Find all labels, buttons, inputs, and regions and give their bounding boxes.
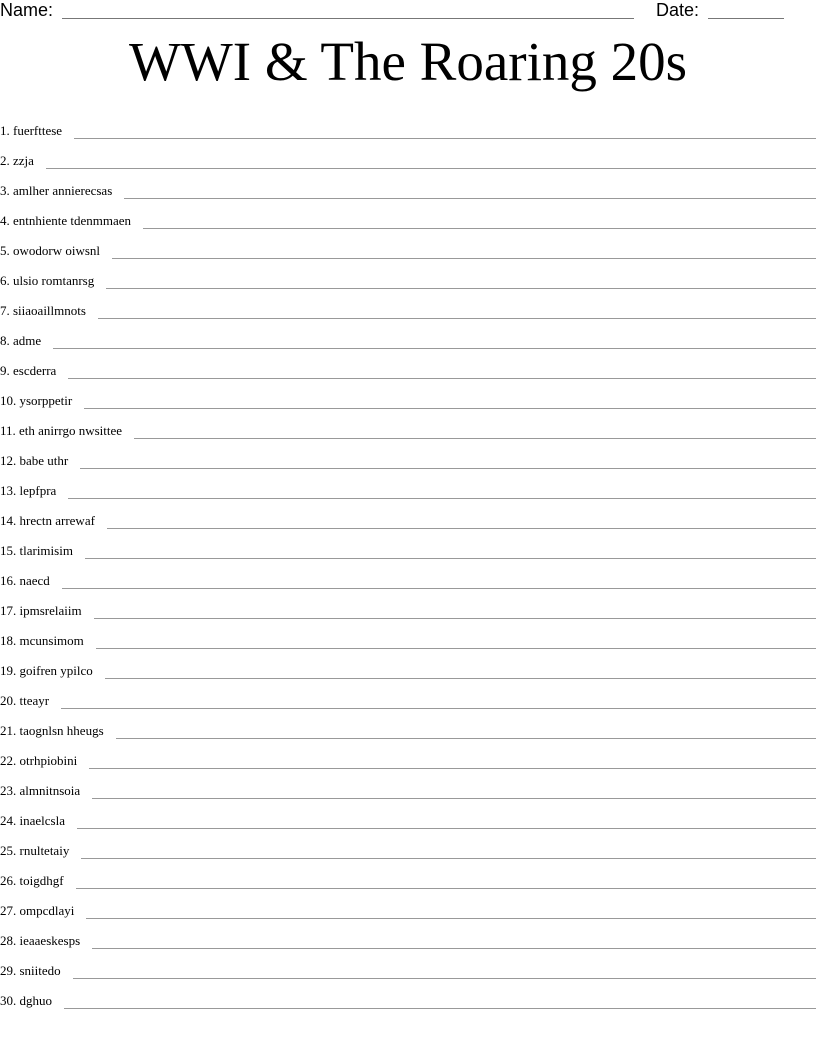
- answer-blank-line: [80, 468, 816, 469]
- scrambled-word: 3. amlher annierecsas: [0, 183, 113, 198]
- scrambled-word: 4. entnhiente tdenmmaen: [0, 213, 132, 228]
- list-item: [0, 261, 816, 291]
- list-item: [0, 411, 816, 441]
- scrambled-word: 15. tlarimisim: [0, 543, 73, 558]
- scrambled-word: 30. dghuo: [0, 993, 52, 1008]
- list-item: [0, 291, 816, 321]
- list-item: [0, 441, 816, 471]
- date-blank-line: [708, 18, 784, 19]
- answer-blank-line: [77, 828, 816, 829]
- answer-blank-line: [53, 348, 816, 349]
- date-label: Date:: [656, 0, 700, 20]
- answer-blank-line: [76, 888, 816, 889]
- scrambled-word: 16. naecd: [0, 573, 50, 588]
- list-item: [0, 831, 816, 861]
- scrambled-word: 17. ipmsrelaiim: [0, 603, 82, 618]
- scrambled-word: 12. babe uthr: [0, 453, 69, 468]
- answer-blank-line: [98, 318, 816, 319]
- list-item: [0, 351, 816, 381]
- answer-blank-line: [143, 228, 816, 229]
- list-item: [0, 981, 816, 1011]
- answer-blank-line: [74, 138, 816, 139]
- list-item: [0, 591, 816, 621]
- scrambled-word: 10. ysorppetir: [0, 393, 73, 408]
- list-item: [0, 771, 816, 801]
- scrambled-word: 26. toigdhgf: [0, 873, 64, 888]
- answer-blank-line: [106, 288, 816, 289]
- scrambled-word: 1. fuerfttese: [0, 123, 63, 138]
- list-item: [0, 621, 816, 651]
- list-item: [0, 381, 816, 411]
- list-item: [0, 921, 816, 951]
- name-label: Name:: [0, 0, 54, 20]
- answer-blank-line: [84, 408, 816, 409]
- answer-blank-line: [96, 648, 816, 649]
- list-item: [0, 801, 816, 831]
- list-item: [0, 141, 816, 171]
- worksheet-title: WWI & The Roaring 20s: [128, 31, 688, 92]
- scrambled-word: 6. ulsio romtanrsg: [0, 273, 95, 288]
- scrambled-word: 8. adme: [0, 333, 42, 348]
- answer-blank-line: [62, 588, 816, 589]
- scramble-list: [0, 111, 816, 1011]
- scrambled-word: 20. tteayr: [0, 693, 50, 708]
- answer-blank-line: [134, 438, 816, 439]
- scrambled-word: 11. eth anirrgo nwsittee: [0, 423, 123, 438]
- answer-blank-line: [116, 738, 816, 739]
- list-item: [0, 741, 816, 771]
- list-item: [0, 651, 816, 681]
- list-item: [0, 891, 816, 921]
- answer-blank-line: [92, 948, 816, 949]
- list-item: [0, 681, 816, 711]
- scrambled-word: 25. rnultetaiy: [0, 843, 70, 858]
- answer-blank-line: [68, 498, 816, 499]
- list-item: [0, 231, 816, 261]
- answer-blank-line: [105, 678, 816, 679]
- scrambled-word: 21. taognlsn hheugs: [0, 723, 104, 738]
- answer-blank-line: [124, 198, 816, 199]
- scrambled-word: 19. goifren ypilco: [0, 663, 93, 678]
- list-item: [0, 711, 816, 741]
- scrambled-word: 28. ieaaeskesps: [0, 933, 81, 948]
- answer-blank-line: [89, 768, 816, 769]
- list-item: [0, 111, 816, 141]
- list-item: [0, 171, 816, 201]
- answer-blank-line: [64, 1008, 816, 1009]
- answer-blank-line: [46, 168, 816, 169]
- list-item: [0, 861, 816, 891]
- list-item: [0, 531, 816, 561]
- list-item: [0, 201, 816, 231]
- answer-blank-line: [85, 558, 816, 559]
- list-item: [0, 321, 816, 351]
- worksheet-header: [0, 0, 816, 24]
- scrambled-word: 29. sniitedo: [0, 963, 61, 978]
- scrambled-word: 7. siiaoaillmnots: [0, 303, 86, 318]
- answer-blank-line: [107, 528, 816, 529]
- scrambled-word: 24. inaelcsla: [0, 813, 65, 828]
- answer-blank-line: [68, 378, 816, 379]
- scrambled-word: 27. ompcdlayi: [0, 903, 75, 918]
- scrambled-word: 9. escderra: [0, 363, 57, 378]
- scrambled-word: 2. zzja: [0, 153, 34, 168]
- answer-blank-line: [92, 798, 816, 799]
- list-item: [0, 561, 816, 591]
- list-item: [0, 501, 816, 531]
- answer-blank-line: [73, 978, 816, 979]
- list-item: [0, 471, 816, 501]
- name-blank-line: [62, 18, 634, 19]
- scrambled-word: 18. mcunsimom: [0, 633, 84, 648]
- answer-blank-line: [81, 858, 816, 859]
- scrambled-word: 22. otrhpiobini: [0, 753, 78, 768]
- answer-blank-line: [94, 618, 816, 619]
- list-item: [0, 951, 816, 981]
- scrambled-word: 23. almnitnsoia: [0, 783, 81, 798]
- scrambled-word: 13. lepfpra: [0, 483, 57, 498]
- scrambled-word: 14. hrectn arrewaf: [0, 513, 95, 528]
- answer-blank-line: [112, 258, 816, 259]
- scrambled-word: 5. owodorw oiwsnl: [0, 243, 101, 258]
- answer-blank-line: [86, 918, 816, 919]
- answer-blank-line: [61, 708, 816, 709]
